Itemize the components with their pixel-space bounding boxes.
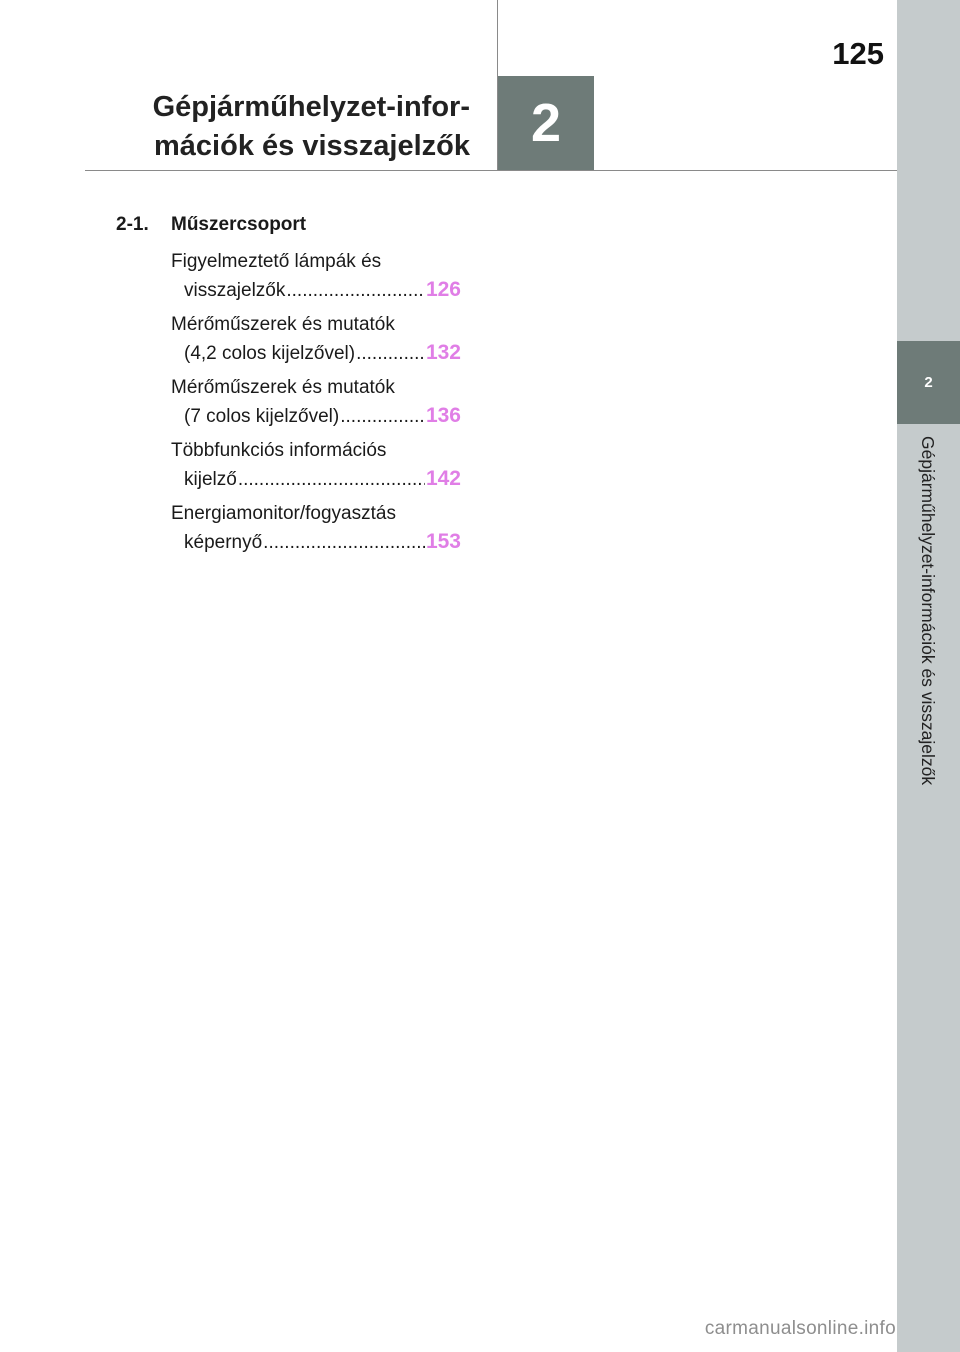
toc-entry-title: Figyelmeztető lámpák és bbox=[171, 251, 382, 272]
toc-page-link[interactable]: 126 bbox=[425, 278, 461, 301]
toc-entry-title-cont: visszajelzők bbox=[184, 280, 286, 301]
section-heading bbox=[116, 214, 476, 236]
toc-entry[interactable] bbox=[171, 500, 461, 557]
watermark: carmanualsonline.info bbox=[704, 1318, 896, 1339]
chapter-number-box: 2 bbox=[498, 76, 594, 170]
toc-entry-title: Többfunkciós információs bbox=[171, 440, 387, 461]
toc-leader-dots bbox=[340, 403, 425, 431]
section-title: Műszercsoport bbox=[171, 214, 307, 235]
toc-page-link[interactable]: 136 bbox=[425, 404, 461, 427]
toc-leader-dots bbox=[263, 529, 425, 557]
toc-entry-title: Mérőműszerek és mutatók bbox=[171, 377, 395, 398]
toc-entry[interactable] bbox=[171, 248, 461, 305]
chapter-title-line2: mációk és visszajelzők bbox=[154, 130, 470, 162]
sidebar-chapter-label: Gépjárműhelyzet-információk és visszajelzők bbox=[918, 436, 938, 786]
toc-entry[interactable] bbox=[171, 311, 461, 368]
toc-leader-dots bbox=[286, 277, 425, 305]
toc-entry-title: Mérőműszerek és mutatók bbox=[171, 314, 395, 335]
sidebar-chapter-tab[interactable]: 2 bbox=[897, 341, 960, 424]
toc-entry[interactable] bbox=[171, 437, 461, 494]
toc-leader-dots bbox=[238, 466, 425, 494]
toc-entry[interactable] bbox=[171, 374, 461, 431]
toc-entry-title: Energiamonitor/fogyasztás bbox=[171, 503, 396, 524]
table-of-contents bbox=[116, 214, 476, 563]
chapter-title-line1: Gépjárműhelyzet-infor- bbox=[152, 91, 470, 123]
chapter-title bbox=[100, 88, 470, 166]
page-number: 125 bbox=[832, 36, 884, 71]
toc-entry-title-cont: kijelző bbox=[184, 469, 237, 490]
toc-page-link[interactable]: 153 bbox=[425, 530, 461, 553]
header-divider-horizontal bbox=[85, 170, 897, 171]
toc-leader-dots bbox=[356, 340, 425, 368]
toc-entry-title-cont: képernyő bbox=[184, 532, 263, 553]
toc-entry-title-cont: (7 colos kijelzővel) bbox=[184, 406, 340, 427]
toc-entry-title-cont: (4,2 colos kijelzővel) bbox=[184, 343, 356, 364]
toc-page-link[interactable]: 142 bbox=[425, 467, 461, 490]
section-number: 2-1. bbox=[116, 214, 149, 235]
toc-page-link[interactable]: 132 bbox=[425, 341, 461, 364]
